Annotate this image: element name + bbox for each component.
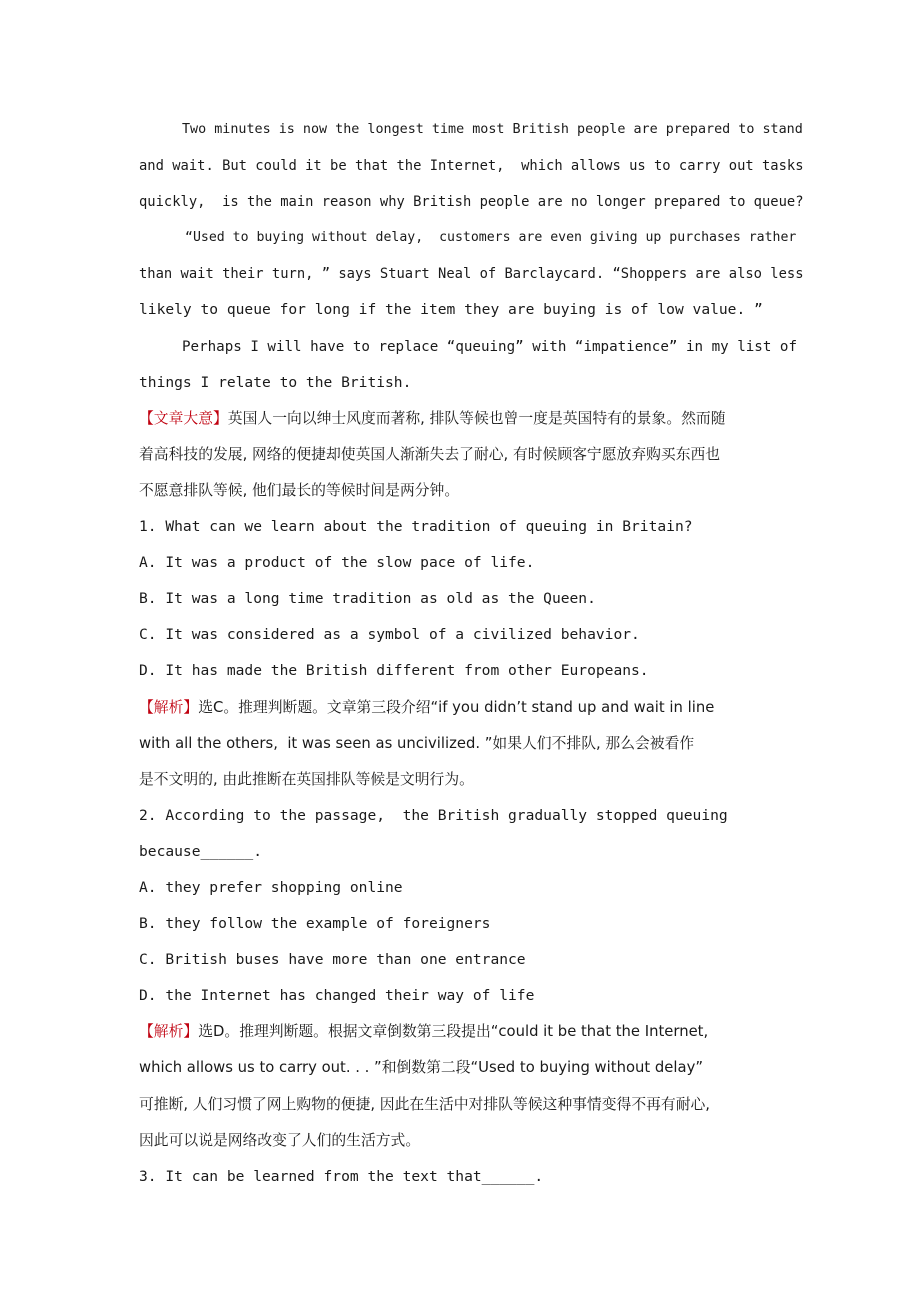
passage-line: Two minutes is now the longest time most British people are prepared to stand [182,122,803,137]
summary-line [139,401,803,437]
passage-line: likely to queue for long if the item they are buying is of low value. ” [139,301,763,319]
explanation-text: 选C。推理判断题。文章第三段介绍“if you didn’t stand up and wait in line [198,698,715,716]
option-d: D. the Internet has changed their way of life [139,987,535,1005]
option-d: D. It has made the British different from other Europeans. [139,662,649,680]
summary-line: 着高科技的发展, 网络的便捷却使英国人渐渐失去了耐心, 有时候顾客宁愿放弃购买东西也 [139,445,721,463]
explanation-line: 因此可以说是网络改变了人们的生活方式。 [139,1131,421,1149]
option-c: C. British buses have more than one entrance [139,951,526,969]
question-stem: because______. [139,842,263,860]
document-page [139,112,803,1195]
passage [139,112,803,401]
question-1 [139,509,803,798]
passage-line: things I relate to the British. [139,373,412,391]
explanation-line: which allows us to carry out. . . ”和倒数第二段“Used to buying without delay” [139,1059,703,1077]
summary [139,401,803,509]
question-stem: 3. It can be learned from the text that______. [139,1167,544,1185]
explanation-tag: 【解析】 [139,1023,199,1041]
option-b: B. It was a long time tradition as old as the Queen. [139,590,596,608]
explanation-line: 可推断, 人们习惯了网上购物的便捷, 因此在生活中对排队等候这种事情变得不再有耐心, [139,1095,711,1113]
explanation-tag: 【解析】 [139,698,199,716]
question-2 [139,798,803,1159]
explanation-line [139,1014,803,1050]
option-a: A. It was a product of the slow pace of life. [139,554,535,572]
question-3 [139,1159,803,1195]
option-a: A. they prefer shopping online [139,878,403,896]
passage-line: quickly, is the main reason why British people are no longer prepared to queue? [139,194,804,211]
explanation-text: 选D。推理判断题。根据文章倒数第三段提出“could it be that the Internet, [198,1023,709,1041]
passage-line: than wait their turn, ” says Stuart Neal of Barclaycard. “Shoppers are also less [139,266,804,283]
explanation-line: with all the others, it was seen as uncivilized. ”如果人们不排队, 那么会被看作 [139,734,695,752]
option-b: B. they follow the example of foreigners [139,915,491,933]
passage-line: Perhaps I will have to replace “queuing” with “impatience” in my list of [182,338,797,355]
option-c: C. It was considered as a symbol of a civilized behavior. [139,626,640,644]
passage-line: “Used to buying without delay, customers are even giving up purchases rather [185,230,797,246]
summary-text: 英国人一向以绅士风度而著称, 排队等候也曾一度是英国特有的景象。然而随 [227,409,726,427]
question-stem: 1. What can we learn about the tradition of queuing in Britain? [139,518,693,536]
question-stem: 2. According to the passage, the British gradually stopped queuing [139,806,728,824]
passage-line: and wait. But could it be that the Internet, which allows us to carry out tasks [139,158,804,175]
summary-tag: 【文章大意】 [139,409,228,427]
explanation-line: 是不文明的, 由此推断在英国排队等候是文明行为。 [139,770,474,788]
summary-line: 不愿意排队等候, 他们最长的等候时间是两分钟。 [139,481,460,499]
explanation-line [139,690,803,726]
